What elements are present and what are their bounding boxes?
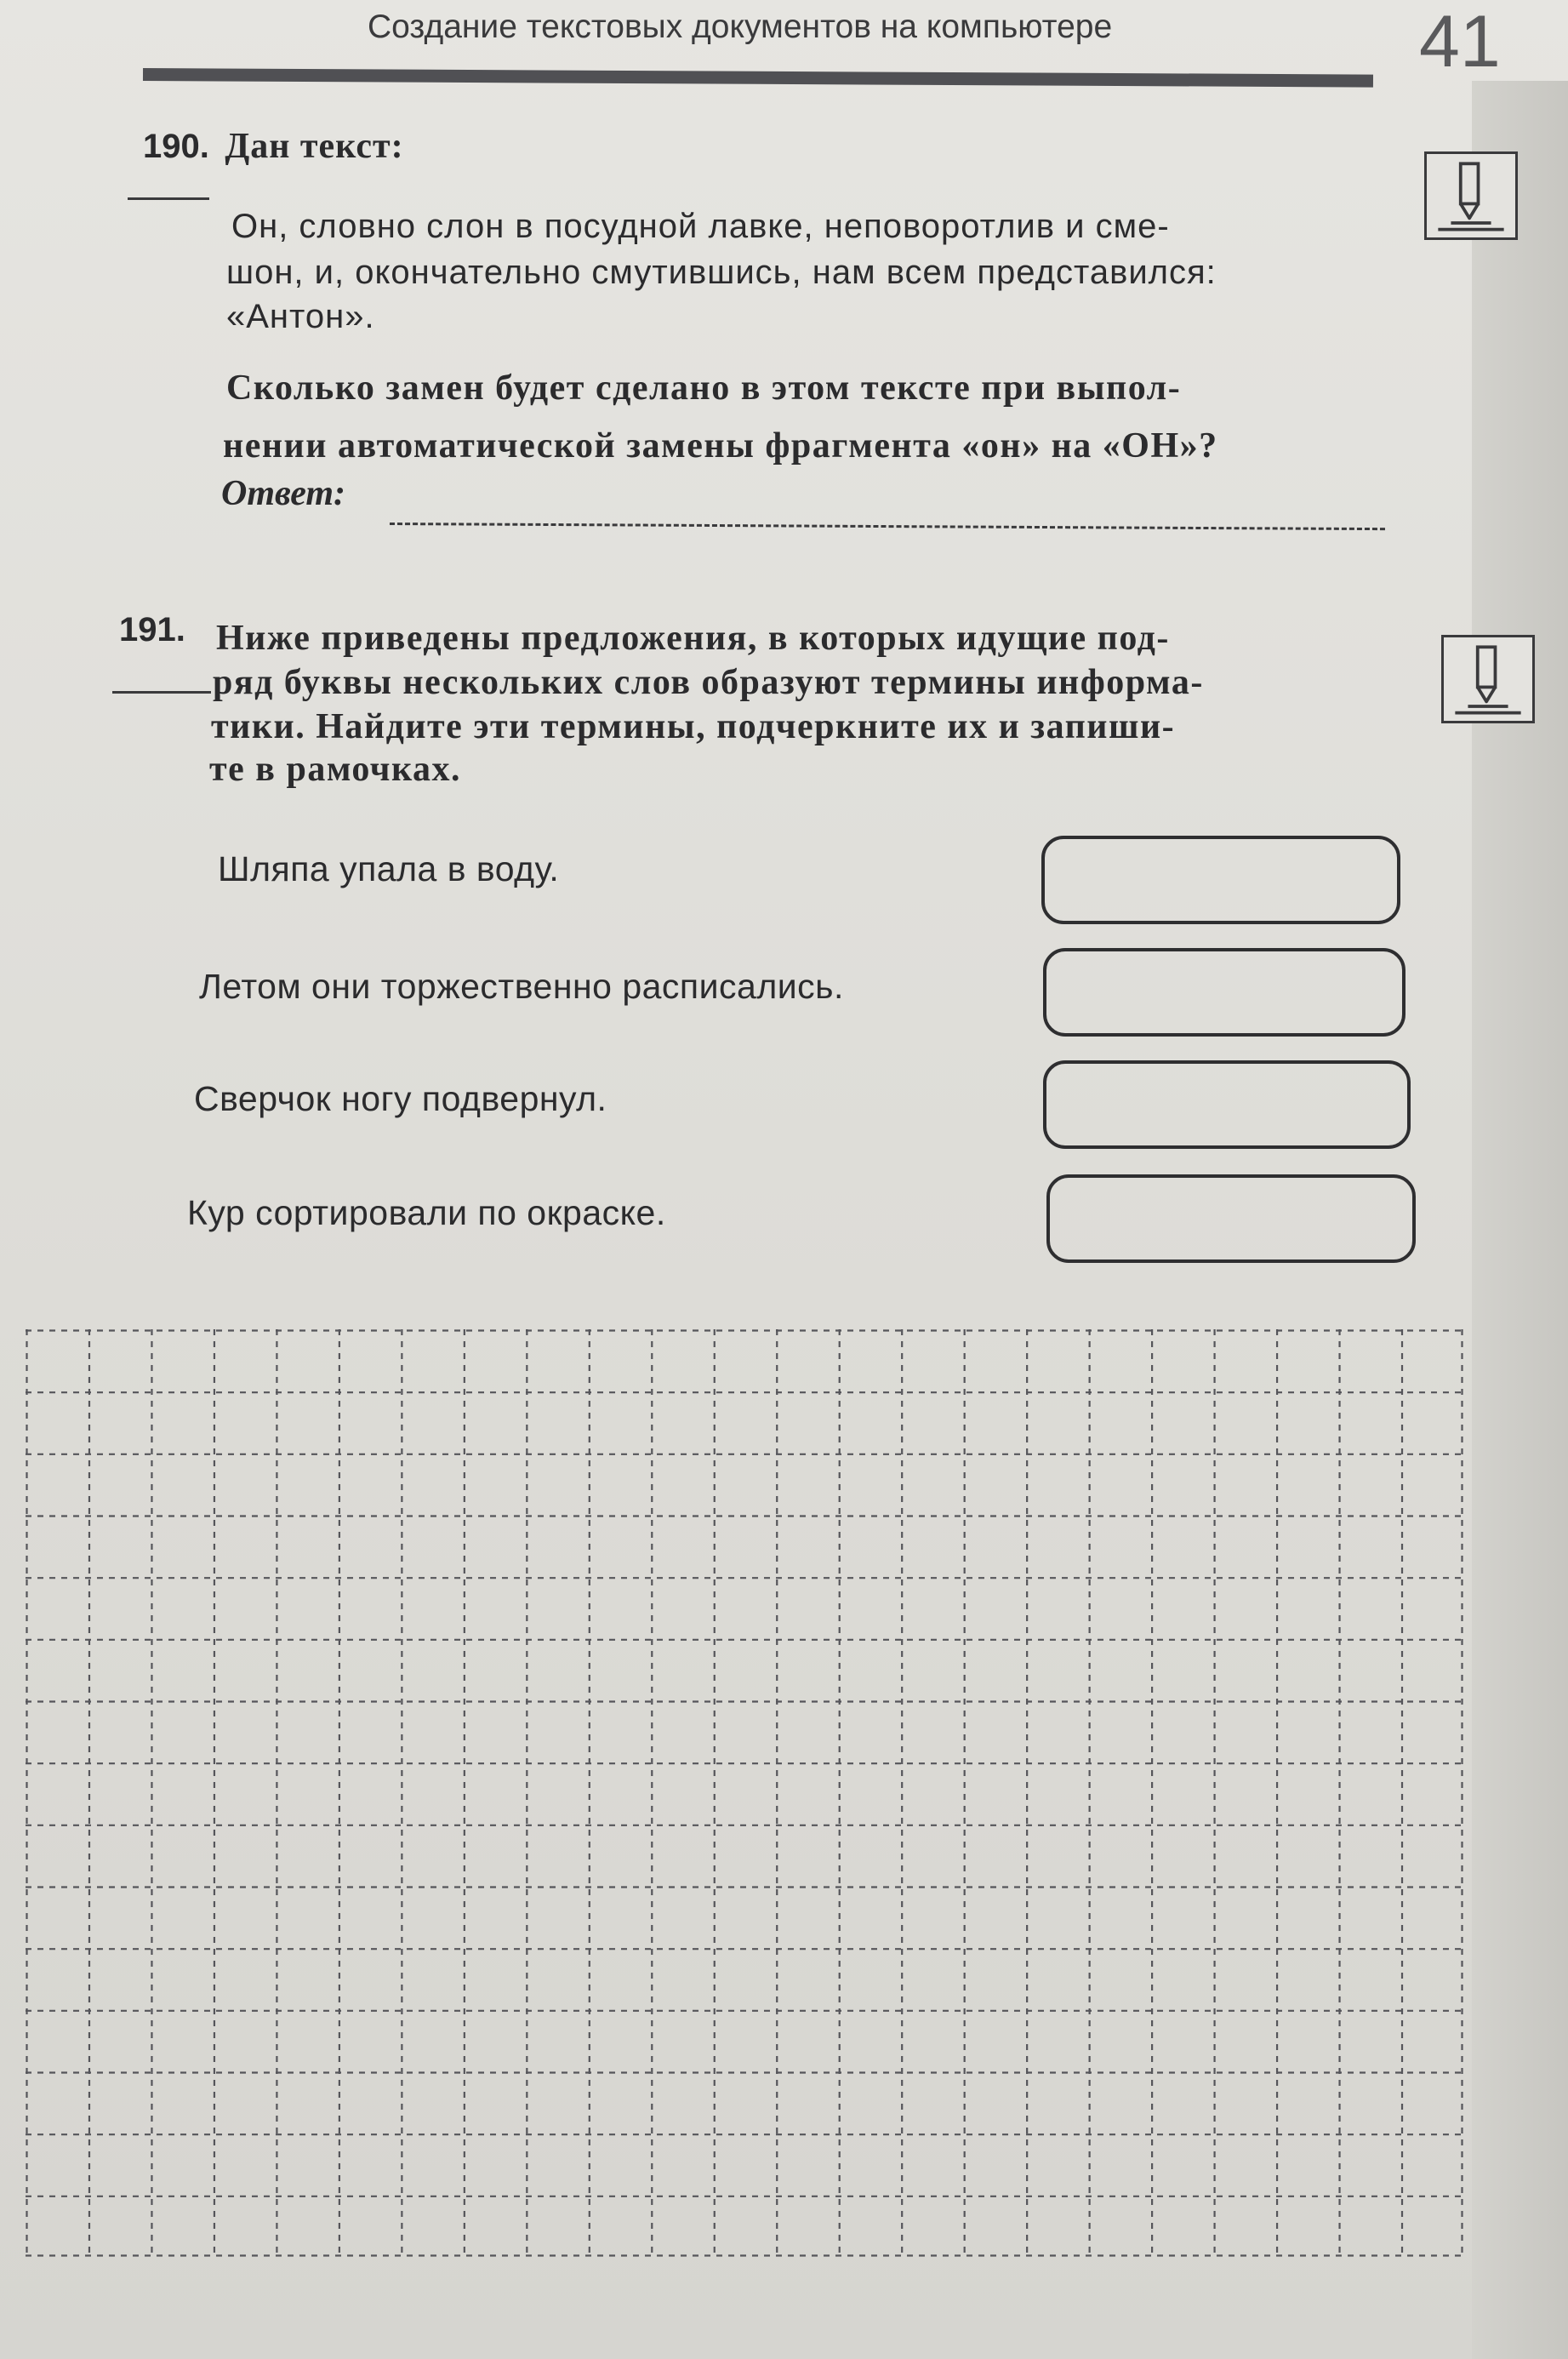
task-191-pencil-icon <box>1441 635 1535 723</box>
answer-box-4[interactable] <box>1046 1174 1416 1263</box>
sentence-4: Кур сортировали по окраске. <box>187 1193 666 1232</box>
instruction-line-1: Ниже приведены предложения, в которых идущие под- <box>216 619 1170 658</box>
instruction-line-3: тики. Найдите эти термины, подчеркните их и запиши- <box>211 707 1176 746</box>
pencil-write-icon <box>1427 154 1515 237</box>
passage-line-1: Он, словно слон в посудной лавке, неповоротлив и сме- <box>231 208 1170 245</box>
sentence-2: Летом они торжественно расписались. <box>199 967 844 1006</box>
task-190-title: Дан текст: <box>225 127 404 166</box>
answer-box-2[interactable] <box>1043 948 1405 1037</box>
grid-workspace[interactable] <box>26 1329 1463 2257</box>
answer-box-3[interactable] <box>1043 1060 1411 1149</box>
question-line-2: нении автоматической замены фрагмента «он» на «ОН»? <box>223 426 1218 466</box>
task-190-margin-mark <box>128 197 209 200</box>
passage-line-3: «Антон». <box>226 298 375 335</box>
instruction-line-2: ряд буквы нескольких слов образуют термины информа- <box>213 663 1204 702</box>
answer-input[interactable] <box>390 523 1385 530</box>
task-190-number: 190. <box>143 128 209 165</box>
task-191-number: 191. <box>119 611 185 648</box>
running-header-title: Создание текстовых документов на компьютере <box>368 9 1113 45</box>
pencil-write-icon <box>1444 637 1532 721</box>
task-191-margin-mark <box>112 691 211 694</box>
page-number: 41 <box>1419 1 1501 83</box>
sentence-1: Шляпа упала в воду. <box>218 849 560 888</box>
question-line-1: Сколько замен будет сделано в этом тексте при выпол- <box>226 368 1182 408</box>
answer-box-1[interactable] <box>1041 836 1400 924</box>
header-rule <box>143 68 1373 88</box>
task-190-heading <box>143 126 404 167</box>
instruction-line-4: те в рамочках. <box>209 750 462 789</box>
answer-label: Ответ: <box>221 474 345 513</box>
page-edge-shadow <box>1472 81 1568 2359</box>
task-190-pencil-icon <box>1424 151 1518 240</box>
passage-line-2: шон, и, окончательно смутившись, нам всем представился: <box>226 254 1217 291</box>
sentence-3: Сверчок ногу подвернул. <box>194 1079 607 1118</box>
dashed-grid <box>26 1329 1463 2257</box>
